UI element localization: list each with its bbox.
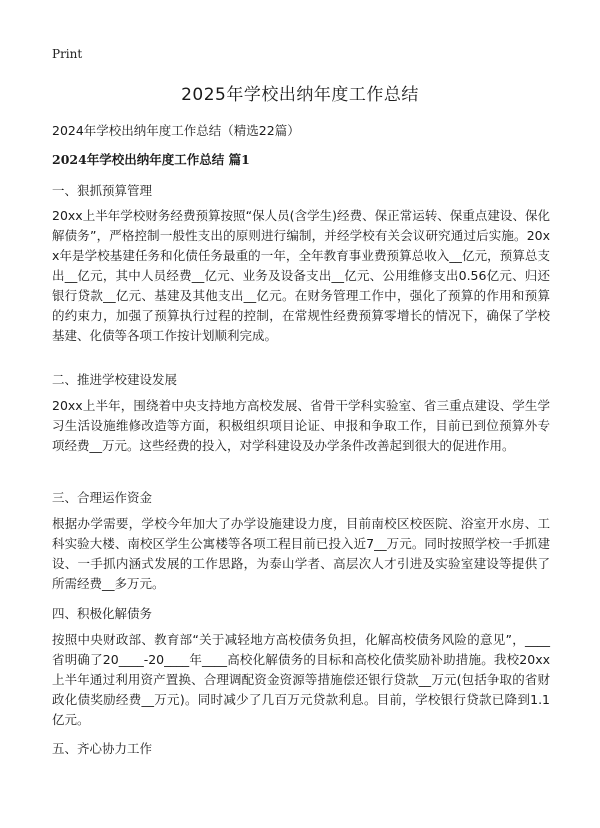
section-body-4: 按照中央财政部、教育部“关于减轻地方高校债务负担，化解高校债务风险的意见”，____省明确了20____-20____年____高校化解债务的目标和高校化债奖励补助措施。我校20xx上半年通过利用资产置换、合理调配资金资源等措施偿还银行贷款__万元(包括争取的省财政化债奖励经费__万元)。同时减少了几百万元贷款利息。目前，学校银行贷款已降到1.1亿元。 (52, 632, 550, 727)
section-heading-4: 四、积极化解债务 (52, 606, 153, 621)
section-body-2: 20xx上半年，围绕着中央支持地方高校发展、省骨干学科实验室、省三重点建设、学生学习生活设施维修改造等方面，积极组织项目论证、申报和争取工作，目前已到位预算外专项经费__万元。这些经费的投入，对学科建设及办学条件改善起到很大的促进作用。 (52, 398, 550, 453)
section-heading-2: 二、推进学校建设发展 (52, 372, 178, 387)
document-subtitle: 2024年学校出纳年度工作总结（精选22篇） (52, 123, 300, 138)
article-title: 2024年学校出纳年度工作总结 篇1 (52, 152, 250, 167)
section-body-1: 20xx上半年学校财务经费预算按照“保人员(含学生)经费、保正常运转、保重点建设、保化解债务”，严格控制一般性支出的原则进行编制，并经学校有关会议研究通过后实施。20xx年是学校基建任务和化债任务最重的一年，全年教育事业费预算总收入__亿元，预算总支出__亿元，其中人员经费__亿元、业务及设备支出__亿元、公用维修支出0.56亿元、归还银行贷款__亿元、基建及其他支出__亿元。在财务管理工作中，强化了预算的作用和预算的约束力，加强了预算执行过程的控制，在常规性经费预算零增长的情况下，确保了学校基建、化债等各项工作按计划顺利完成。 (52, 208, 550, 343)
document-title: 2025年学校出纳年度工作总结 (181, 85, 419, 105)
section-body-3: 根据办学需要，学校今年加大了办学设施建设力度，目前南校区校医院、浴室开水房、工科实验大楼、南校区学生公寓楼等各项工程目前已投入近7__万元。同时按照学校一手抓建设、一手抓内涵式发展的工作思路，为泰山学者、高层次人才引进及实验室建设等提供了所需经费__多万元。 (52, 516, 550, 591)
print-label[interactable]: Print (52, 47, 83, 61)
section-heading-3: 三、合理运作资金 (52, 490, 153, 505)
section-heading-5: 五、齐心协力工作 (52, 741, 153, 756)
section-heading-1: 一、狠抓预算管理 (52, 183, 153, 198)
